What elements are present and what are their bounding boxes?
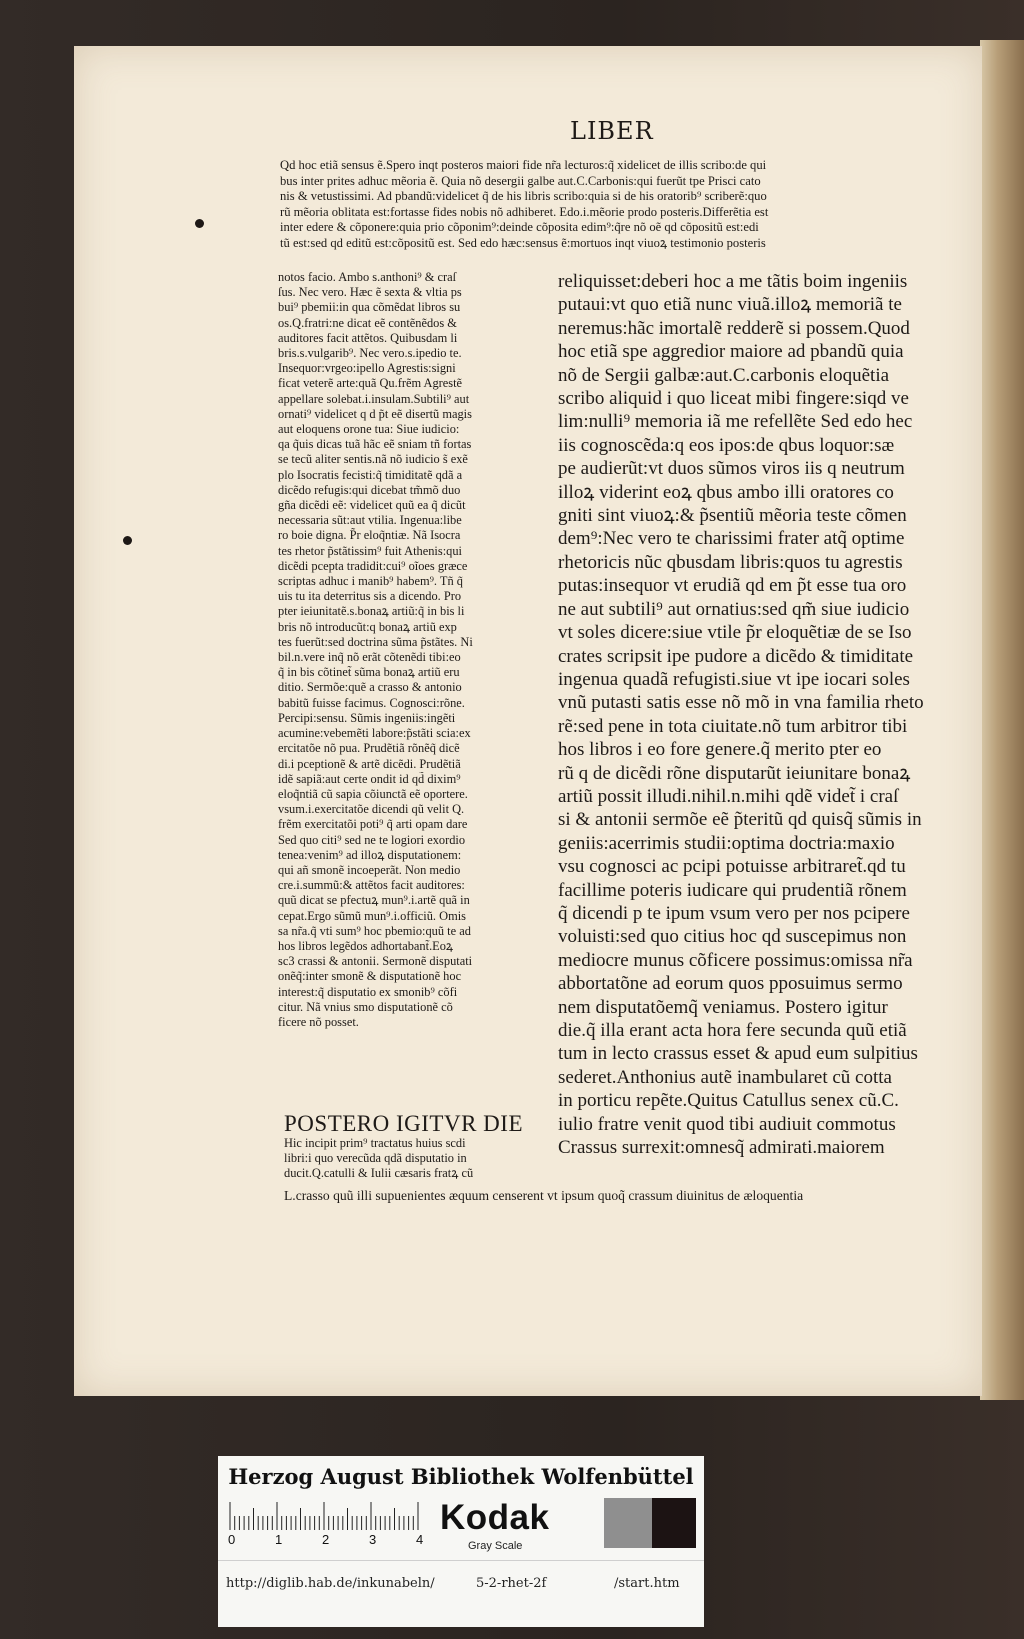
text-line: putas:insequor vt erudiã qd em p̃t esse tua oro xyxy=(558,575,907,597)
text-line: necessaria sũt:aut vtilia. Ingenua:libe xyxy=(278,513,462,528)
text-line: rũ q de dicẽdi rõne disputarũt ieiunitare bonaꝝ xyxy=(558,762,911,784)
text-line: die.q̃ illa erant acta hora fere secunda quũ etiã xyxy=(558,1020,907,1041)
library-name: Herzog August Bibliothek Wolfenbüttel xyxy=(228,1464,694,1489)
text-line: ducit.Q.catulli & Iulii cæsaris fratꝝ cũ xyxy=(284,1166,474,1180)
text-line: onẽq̃:inter smonẽ & disputationẽ hoc xyxy=(278,969,462,984)
text-line: Hic incipit prim⁹ tractatus huius scdi xyxy=(284,1136,466,1150)
text-line: hoc etiã spe aggredior maiore ad pbandũ quia xyxy=(558,341,904,363)
text-line: voluisti:sed quo citius hoc qd suscepimus non xyxy=(558,926,907,948)
commentary-left-column xyxy=(278,270,540,1030)
text-line: ſus. Nec vero. Hæc ẽ sexta & vltia ps xyxy=(278,285,462,300)
text-line: frẽm exercitatõi poti⁹ q̃ arti opam dare xyxy=(278,817,468,832)
text-line: Sed quo citi⁹ sed ne te logiori exordio xyxy=(278,832,466,847)
text-line: quũ dicat se pfectuꝝ mun⁹.i.artẽ quã in xyxy=(278,893,470,908)
adjacent-leaf-edge xyxy=(980,40,1024,1400)
section-heading: POSTERO IGITVR DIE xyxy=(284,1111,523,1136)
text-line: bris nõ introducũt:q bonaꝝ artiũ exp xyxy=(278,619,457,634)
label-divider xyxy=(218,1560,704,1561)
text-line: bil.n.vere inq̃ nõ erãt cõtenẽdi tibi:eo xyxy=(278,650,461,665)
text-line: lim:nulli⁹ memoria iã me refellẽte Sed edo hec xyxy=(558,411,913,433)
ruler-number: 0 xyxy=(228,1532,236,1547)
text-line: dem⁹:Nec vero te charissimi frater atq̃ optime xyxy=(558,528,905,550)
text-line: ingenua quadã refugisti.siue vt ipe iocari soles xyxy=(558,668,910,690)
commentary-top-block xyxy=(280,158,926,252)
text-line: Insequor:vrgeo:ipello Agrestis:signi xyxy=(278,361,456,376)
text-line: artiũ possit illudi.nihil.n.mihi qdẽ videt̃ i craſ xyxy=(558,785,899,807)
text-line: hos libros i eo fore genere.q̃ merito pter eo xyxy=(558,739,882,761)
text-line: tes rhetor p̃stãtissim⁹ fuit Athenis:qui xyxy=(278,543,462,558)
text-line: sederet.Anthonius autẽ inambularet cũ cotta xyxy=(558,1066,892,1088)
text-line: cepat.Ergo sũmũ mun⁹.i.officiũ. Omis xyxy=(278,908,466,923)
text-line: tenea:venim⁹ ad illoꝝ disputationem: xyxy=(278,847,462,862)
text-line: ficere nõ posset. xyxy=(278,1014,359,1029)
text-line: auditores facit attẽtos. Quibusdam li xyxy=(278,330,458,345)
library-label-card xyxy=(218,1456,704,1627)
text-line: di.i pceptionẽ & artẽ dicẽdi. Prudẽtiã xyxy=(278,756,461,771)
text-line: appellare solebat.i.insulam.Subtili⁹ aut xyxy=(278,391,470,406)
ruler-number: 1 xyxy=(275,1532,283,1547)
text-line: sa nr̃a.q̃ vti sum⁹ hoc pbemio:quũ te ad xyxy=(278,923,471,938)
text-line: dicẽdi pcepta tradidit:cui⁹ oĩoes græce xyxy=(278,558,468,573)
text-line: ficat veterẽ arte:quã Qu.frẽm Agrestẽ xyxy=(278,376,463,391)
text-line: tes fuerũt:sed doctrina sũma p̃stãtes. Ni xyxy=(278,634,473,649)
text-line: Percipi:sensu. Sũmis ingeniis:ingẽti xyxy=(278,710,456,725)
text-line: cre.i.summũ:& attẽtos facit auditores: xyxy=(278,878,465,893)
text-line: scriptas adhuc i manib⁹ habem⁹. Tñ q̃ xyxy=(278,574,463,589)
text-line: ro boie digna. P̃r eloq̃ntiæ. Nã Isocra xyxy=(278,528,461,543)
text-line: vsum.i.exercitatõe dicendi qũ velit Q. xyxy=(278,802,465,817)
ruler-number: 3 xyxy=(369,1532,377,1547)
text-line: bris.s.vulgarib⁹. Nec vero.s.ipedio te. xyxy=(278,346,462,361)
main-text-column xyxy=(558,270,948,1159)
text-line: crates scripsit ipe pudore a dicẽdo & timiditate xyxy=(558,645,914,667)
text-line: idẽ sapiã:aut certe ondit id qd̃ dixim⁹ xyxy=(278,771,461,786)
text-line: vsu cognosci ac pcipi potuisse arbitraret̃.qd tu xyxy=(558,856,906,878)
wormhole-mark xyxy=(123,536,132,545)
text-line: in porticu repẽte.Quitus Catullus senex cũ.C. xyxy=(558,1090,899,1112)
text-line: iis cognoscẽda:q eos ipos:de qbus loquor:sæ xyxy=(558,434,895,456)
text-line: ornati⁹ videlicet q d p̃t eẽ disertũ magis xyxy=(278,406,472,421)
text-line: aut eloquens orone tua: Siue iudicio: xyxy=(278,422,460,437)
text-line: pter ieiunitatẽ.s.bonaꝝ artiũ:q̃ in bis li xyxy=(278,604,465,619)
text-line: rẽ:sed pene in tota ciuitate.nõ tum arbitror tibi xyxy=(558,715,908,737)
text-line: neremus:hãc imortalẽ redderẽ si possem.Quod xyxy=(558,317,910,339)
text-line: illoꝝ viderint eoꝝ qbus ambo illi oratores co xyxy=(558,481,894,503)
text-line: facillime poteris iudicare qui prudentiã rõnem xyxy=(558,879,907,901)
text-line: uis tu ita deterritus sis a dicendo. Pro xyxy=(278,589,462,604)
text-line: putaui:vt quo etiã nunc viuã.illoꝝ memoriã te xyxy=(558,294,902,316)
text-line: ditio. Sermõe:quẽ a crasso & antonio xyxy=(278,680,462,695)
text-line: ercitatõe nõ pua. Prudẽtiã rõnẽq̃ dicẽ xyxy=(278,741,460,756)
ruler-number: 4 xyxy=(416,1532,424,1547)
text-line: vt soles dicere:siue vtile p̃r eloquẽtiæ de se Iso xyxy=(558,622,912,644)
gray-swatch xyxy=(604,1498,652,1548)
text-line: tũ est:sed qd editũ est:cõpositũ est. Sed edo hæc:sensus ẽ:mortuos inqt viuoꝝ testimonio posteris xyxy=(280,235,766,250)
kodak-logo: Kodak xyxy=(440,1498,550,1537)
text-line: babitũ fuisse facimus. Cognosci:rõne. xyxy=(278,695,465,710)
text-line: si & antonii sermõe eẽ p̃teritũ qd quisq̃ sũmis in xyxy=(558,809,922,831)
text-line: tum in lecto crassus esset & apud eum sulpitius xyxy=(558,1043,918,1065)
bottom-text-line: L.crasso quũ illi supuenientes æquum censerent vt ipsum quoq̃ crassum diuinitus de æloquentia xyxy=(284,1188,804,1203)
start-link[interactable]: /start.htm xyxy=(614,1576,680,1591)
text-line: dicẽdo refugis:qui dicebat tm̃mõ duo xyxy=(278,482,461,497)
text-line: notos facio. Ambo s.anthoni⁹ & craſ xyxy=(278,270,457,284)
text-line: interest:q̃ disputatio ex smonib⁹ cõfi xyxy=(278,984,458,999)
incipit-note xyxy=(284,1136,548,1181)
running-head: LIBER xyxy=(570,117,654,145)
text-line: pe audierũt:vt duos sũmos viros iis q neutrum xyxy=(558,458,905,480)
text-line: gña dicẽdi eẽ: videlicet quũ ea q̃ dicũt xyxy=(278,498,466,513)
text-line: ne aut subtili⁹ aut ornatius:sed qm̃ siue iudicio xyxy=(558,598,910,620)
text-line: reliquisset:deberi hoc a me tãtis boim ingeniis xyxy=(558,271,908,292)
digital-library-url[interactable]: http://diglib.hab.de/inkunabeln/ xyxy=(226,1576,435,1591)
text-line: qui añ smonẽ incoeperãt. Non medio xyxy=(278,862,461,877)
text-line: bui⁹ pbemii:in qua cõmẽdat libros su xyxy=(278,300,461,315)
text-line: q̃ dicendi p te ipum vsum vero per nos pcipere xyxy=(558,902,910,924)
ruler-numbers xyxy=(228,1532,428,1548)
text-line: nis & vetustissimi. Ad pbandũ:videlicet q̃ de his libris scribo:quia si de his oratorib⁹ scriberẽ:quo xyxy=(280,189,767,204)
ruler-number: 2 xyxy=(322,1532,330,1547)
text-line: os.Q.fratri:ne dicat eẽ contẽnẽdos & xyxy=(278,315,457,330)
text-line: geniis:acerrimis studii:optima doctria:maxio xyxy=(558,832,895,854)
text-line: Qd hoc etiã sensus ẽ.Spero inqt posteros maiori fide nr̃a lecturos:q̃ xidelicet de illis scribo:de qui xyxy=(280,158,767,172)
text-line: rũ mẽoria oblitata est:fortasse fides nobis nõ adhiberet. Edo.i.mẽorie prodo posteris.Differẽtia est xyxy=(280,204,769,219)
shelfmark: 5-2-rhet-2f xyxy=(476,1576,547,1591)
text-line: bus inter prites adhuc mẽoria ẽ. Quia nõ desergii galbe aut.C.Carbonis:qui fuerũt tpe Prisci cato xyxy=(280,173,761,188)
text-line: eloq̃ntiã cũ sapia cõiunctã eẽ oportere. xyxy=(278,786,468,801)
text-line: q̃ in bis cõtinet̃ sũma bonaꝝ artiũ eru xyxy=(278,665,460,680)
text-line: nem disputatõemq̃ veniamus. Postero igitur xyxy=(558,996,888,1018)
text-line: plo Isocratis fecisti:q̃ timiditatẽ qdã a xyxy=(278,467,463,482)
text-line: libri:i quo verecũda qdã disputatio in xyxy=(284,1151,467,1165)
text-line: acumine:vebemẽti labore:p̃stãti scia:ex xyxy=(278,726,471,741)
text-line: abbortatõne ad eorum quos pposuimus sermo xyxy=(558,973,903,995)
text-line: sc3 crassi & antonii. Sermonẽ disputati xyxy=(278,954,473,969)
text-line: iulio fratre venit quod tibi audiuit commotus xyxy=(558,1113,896,1135)
text-line: vnũ putasti satis esse nõ mõ in vna familia rheto xyxy=(558,692,924,714)
text-line: qa q̃uis dicas tuã hãc eẽ sniam tñ fortas xyxy=(278,437,472,452)
gray-scale-label: Gray Scale xyxy=(468,1540,523,1552)
ruler-scale xyxy=(228,1500,428,1530)
text-line: Crassus surrexit:omnesq̃ admirati.maiorem xyxy=(558,1137,885,1159)
text-line: se tecũ aliter sentis.nã nõ iudicio s̃ exẽ xyxy=(278,452,468,467)
text-line: hos libros legẽdos adhortabant̃.Eoꝝ xyxy=(278,938,454,953)
text-line: gniti sint viuoꝝ:& p̃sentiũ mẽoria teste cõmen xyxy=(558,505,907,527)
text-line: nõ de Sergii galbæ:aut.C.carbonis eloquẽtia xyxy=(558,364,890,386)
black-swatch xyxy=(652,1498,696,1548)
text-line: inter edere & cõponere:quia prio cõponim⁹:deinde cõposita edim⁹:q̃re nõ oẽ qd cõpositũ est:edi xyxy=(280,220,759,235)
text-line: mediocre munus cõficere possimus:omissa nr̃a xyxy=(558,949,913,971)
text-line: citur. Nã vnius smo disputationẽ cõ xyxy=(278,999,453,1014)
text-line: scribo aliquid i quo liceat mibi fingere:siqd ve xyxy=(558,388,909,410)
wormhole-mark xyxy=(195,219,204,228)
text-line: rhetoricis nũc qbusdam libris:quos tu agrestis xyxy=(558,551,903,573)
